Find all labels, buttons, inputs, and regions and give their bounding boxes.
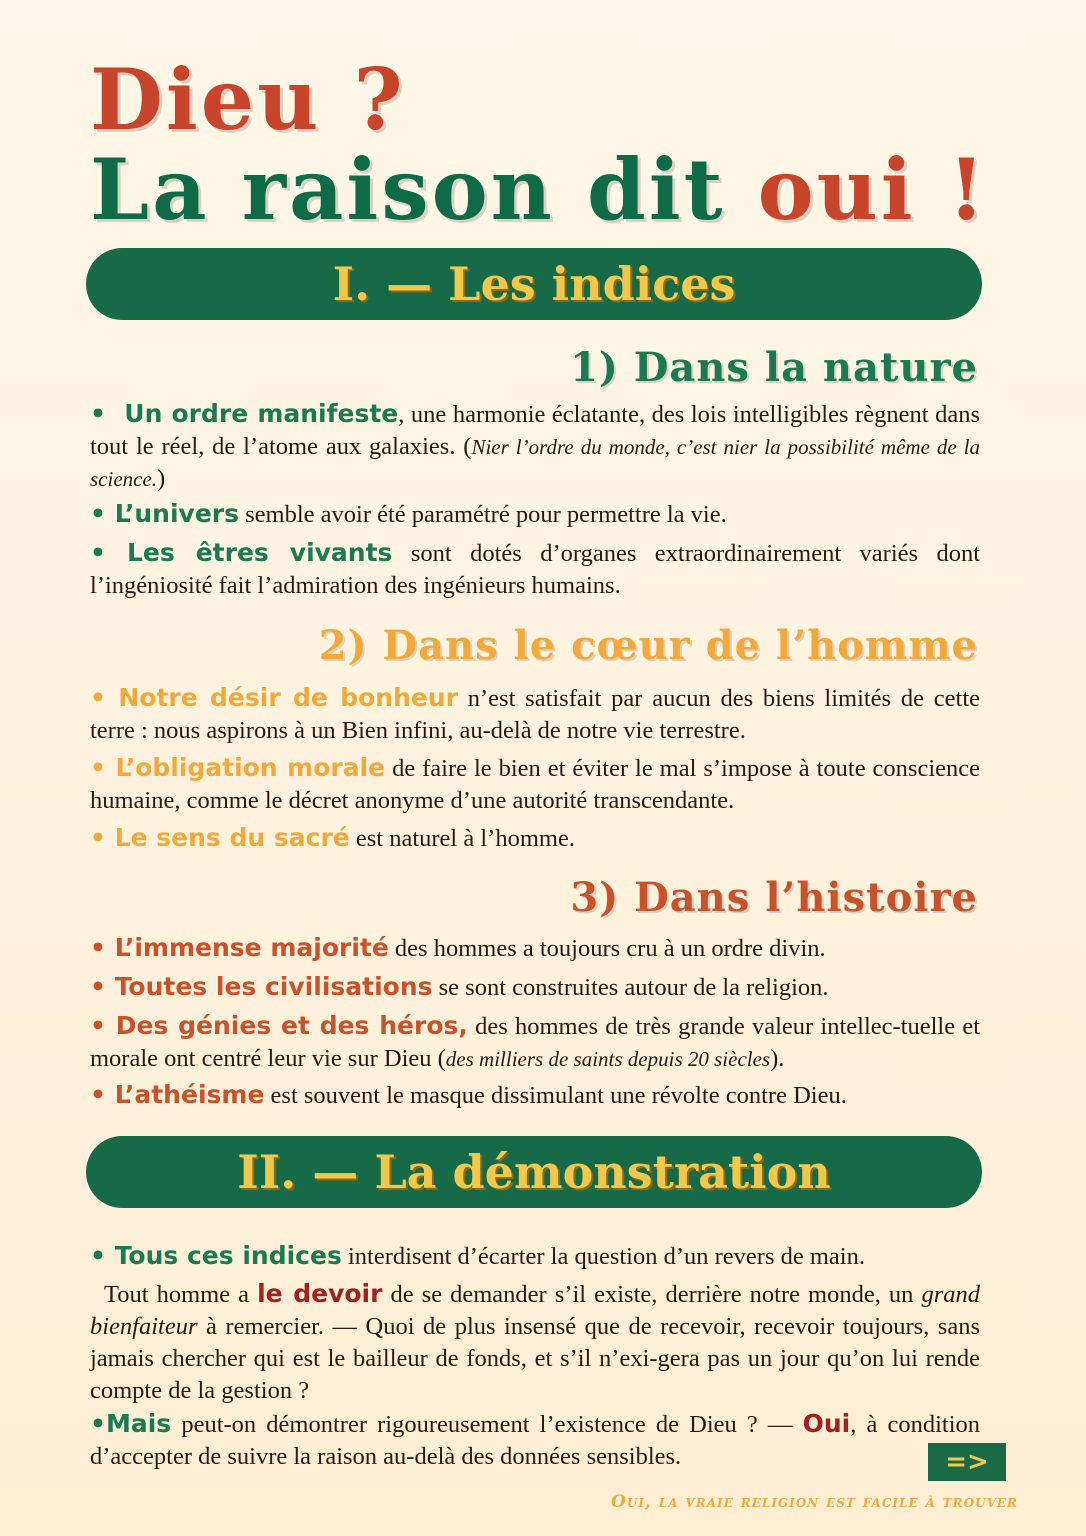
section-banner-demonstration: II. — La démonstration — [86, 1136, 982, 1208]
section-banner-indices: I. — Les indices — [86, 248, 982, 320]
paragraph-indices — [90, 1240, 980, 1273]
bullet-key: • L’athéisme — [90, 1080, 265, 1109]
paragraph-etres-vivants — [90, 537, 980, 602]
paragraph-univers — [90, 498, 980, 531]
paragraph-text: est souvent le masque dissimulant une révolte contre Dieu. — [264, 1082, 847, 1109]
paragraph-text: des hommes de très grande valeur intellec-tuelle et morale ont centré leur vie sur Dieu ( — [90, 1013, 980, 1072]
heading-nature: 1) Dans la nature — [570, 344, 978, 391]
paragraph-text: est naturel à l’homme. — [349, 825, 575, 852]
next-page-button[interactable]: => — [928, 1443, 1006, 1481]
paragraph-majorite — [90, 932, 980, 965]
paragraph-sacre — [90, 822, 980, 855]
bullet-key: • L’immense majorité — [90, 933, 389, 962]
paragraph-close: ). — [770, 1045, 785, 1072]
paragraph-text: se sont construites autour de la religion. — [432, 974, 829, 1001]
paragraph-note: des milliers de saints depuis 20 siècles — [445, 1047, 771, 1071]
bullet-key: • Toutes les civilisations — [90, 972, 433, 1001]
bullet-key: • L’univers — [90, 499, 239, 528]
bullet-key: •Mais — [90, 1409, 172, 1438]
bullet-key: • Le sens du sacré — [90, 823, 350, 852]
title-line-2-part-a: La raison dit — [90, 140, 758, 239]
bullet-key: • L’obligation morale — [90, 753, 386, 782]
paragraph-text: peut-on démontrer rigoureusement l’existence de Dieu ? — — [171, 1411, 803, 1438]
footer-tagline: Oui, la vraie religion est facile à trouver — [611, 1492, 1018, 1512]
paragraph-obligation — [90, 752, 980, 817]
paragraph-close: ) — [157, 465, 166, 492]
paragraph-genies — [90, 1010, 980, 1075]
bullet-key: • Un ordre manifeste — [90, 399, 399, 428]
paragraph-devoir — [90, 1278, 980, 1407]
paragraph-text: n’est satisfait par aucun des biens limités de cette terre : nous aspirons à un Bien infini, au-delà de notre vie terrestre. — [90, 685, 980, 744]
bullet-key: • Les êtres vivants — [90, 538, 393, 567]
paragraph-text: de se demander s’il existe, derrière notre monde, un — [382, 1281, 922, 1308]
paragraph-key: le devoir — [257, 1279, 383, 1308]
paragraph-text: sont dotés d’organes extraordinairement variés dont l’ingéniosité fait l’admiration des ingénieurs humains. — [90, 540, 981, 599]
paragraph-key: Oui — [802, 1409, 851, 1438]
page-title — [90, 50, 988, 239]
title-line-2 — [90, 140, 988, 239]
bullet-key: • Notre désir de bonheur — [90, 683, 458, 712]
bullet-key: • Tous ces indices — [90, 1241, 342, 1270]
paragraph-atheisme — [90, 1079, 980, 1112]
title-line-2-part-b: oui ! — [757, 140, 988, 239]
heading-histoire: 3) Dans l’histoire — [570, 874, 978, 921]
paragraph-text: de faire le bien et éviter le mal s’impose à toute conscience humaine, comme le décret anonyme d’une autorité transcendante. — [90, 755, 980, 814]
heading-coeur: 2) Dans le cœur de l’homme — [318, 622, 978, 669]
paragraph-text: Tout homme a — [104, 1281, 258, 1308]
paragraph-text: , une harmonie éclatante, des lois intelligibles règnent dans tout le réel, de l’atome aux galaxies. ( — [90, 401, 980, 460]
paragraph-text: à remercier. — Quoi de plus insensé que de recevoir, recevoir toujours, sans jamais chercher qui est le bailleur de fonds, et s’il n’exi-gera pas un jour qu’on lui rende compte de la gestion ? — [90, 1313, 980, 1404]
paragraph-text: des hommes a toujours cru à un ordre divin. — [388, 935, 826, 962]
paragraph-civilisations — [90, 971, 980, 1004]
bullet-key: • Des génies et des héros, — [90, 1011, 468, 1040]
paragraph-text: , à condition d’accepter de suivre la raison au-delà des données sensibles. — [90, 1411, 981, 1470]
paragraph-text: interdisent d’écarter la question d’un revers de main. — [341, 1243, 865, 1270]
paragraph-mais — [90, 1408, 980, 1473]
paragraph-note: Nier l’ordre du monde, c’est nier la possibilité même de la science. — [90, 435, 980, 491]
title-line-1: Dieu ? — [90, 50, 406, 149]
paragraph-text: semble avoir été paramétré pour permettre la vie. — [239, 501, 727, 528]
paragraph-emphasis: grand bienfaiteur — [90, 1281, 980, 1340]
paragraph-bonheur — [90, 682, 980, 747]
paragraph-ordre — [90, 398, 980, 495]
